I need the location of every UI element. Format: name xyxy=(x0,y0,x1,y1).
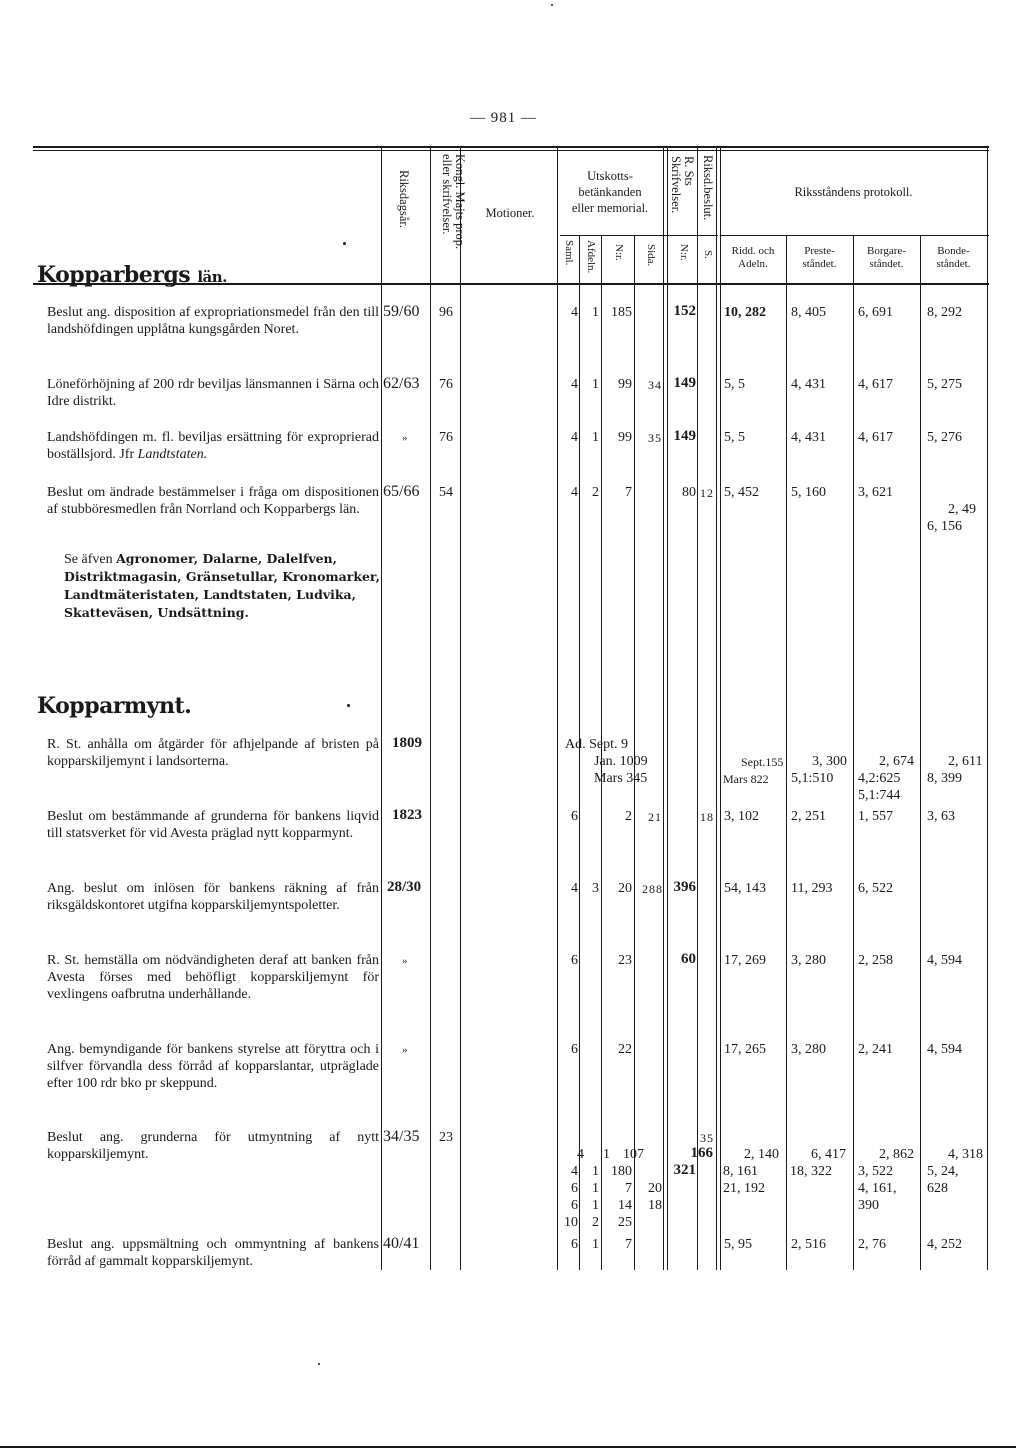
bonde-value: 4, 252 xyxy=(927,1237,962,1252)
kongl-value: 76 xyxy=(439,430,453,445)
utskott-lines: Ad. Sept. 9 xyxy=(565,737,628,752)
ridd-value: 17, 265 xyxy=(724,1042,766,1057)
row-description: Beslut om ändrade bestämmelser i fråga om dispositionen af stubböresmedlen från Norrland och Kopparbergs län. xyxy=(47,485,379,517)
rsts-nr-value: 149 xyxy=(673,375,696,391)
nr-value: 2 xyxy=(625,809,632,824)
header-riksd-beslut: Riksd.beslut. xyxy=(701,155,715,221)
header-motioner: Motioner. xyxy=(485,206,535,220)
bonde-value: 3, 63 xyxy=(927,809,955,824)
ridd-value: 54, 143 xyxy=(724,881,766,896)
prest-value: 6, 417 18, 322 xyxy=(790,1147,846,1179)
prest-value: 2, 251 xyxy=(791,809,826,824)
prest-value: 3, 280 xyxy=(791,953,826,968)
riksdagsar-value: » xyxy=(402,432,408,444)
col-rule-ridd xyxy=(786,235,787,1270)
header-sida: Sida. xyxy=(645,244,657,267)
afdeln-value: 1 xyxy=(592,430,599,445)
riksdagsar-value: 28/30 xyxy=(387,879,422,895)
sida-value: 34 xyxy=(648,378,662,392)
bonde-value: 8, 292 xyxy=(927,305,962,320)
riksdagsar-value: 34/35 xyxy=(383,1128,420,1145)
prest-value: 8, 405 xyxy=(791,305,826,320)
riksdagsar-value: » xyxy=(402,1044,408,1056)
header-borg: Borgare- ståndet. xyxy=(867,245,906,270)
row-description: R. St. hemställa om nödvändigheten deraf att banken från Avesta förses med behöfligt kopparskiljemynt för vexlingens oafbrutna underhållande. xyxy=(47,953,379,1002)
col-rule-riksd-double xyxy=(720,148,721,1270)
kongl-value: 54 xyxy=(439,485,453,500)
afdeln-value: 3 xyxy=(592,881,599,896)
prest-value: 2, 516 xyxy=(791,1237,826,1252)
see-also-note: Se äfven Agronomer, Dalarne, Dalelfven, Distriktmagasin, Gränsetullar, Kronomarker, Landtmäteristaten, Landtstaten, Ludvika, Skatteväsen, Undsättning. xyxy=(64,551,380,620)
riksd-s-value: 12 xyxy=(700,486,714,500)
riksdagsar-value: 62/63 xyxy=(383,375,420,392)
saml-value: 6 xyxy=(571,1042,578,1057)
top-rule-inner xyxy=(33,150,989,151)
protokoll-sub-rule xyxy=(720,235,989,236)
section-title-kopparbergs: Kopparbergs län. xyxy=(37,262,227,288)
ridd-value: Sept.155 Mars 822 xyxy=(723,755,784,786)
header-afdeln: Afdeln. xyxy=(585,240,597,274)
nr-value: 20 xyxy=(618,881,632,896)
col-rule-right xyxy=(987,148,988,1270)
afdeln-value: 1 xyxy=(592,305,599,320)
afdeln-value: 2 xyxy=(592,485,599,500)
row-description: R. St. anhålla om åtgärder för afhjelpande af bristen på kopparskiljemynt i landsorterna. xyxy=(47,737,379,769)
rsts-nr-value: 152 xyxy=(673,303,696,319)
borg-value: 4, 617 xyxy=(858,430,893,445)
nr-value: 99 xyxy=(618,430,632,445)
utskott-lines: Jan. 1009 xyxy=(594,754,648,769)
prest-value: 4, 431 xyxy=(791,377,826,392)
header-rsts: R. Sts Skrifvelser. xyxy=(669,156,696,214)
scan-speck xyxy=(343,242,346,245)
borg-value: 4, 617 xyxy=(858,377,893,392)
ridd-value: 3, 102 xyxy=(724,809,759,824)
scan-speck xyxy=(318,1363,320,1365)
borg-value: 2, 76 xyxy=(858,1237,886,1252)
bonde-value: 5, 276 xyxy=(927,430,962,445)
col-rule-sida xyxy=(663,148,664,1270)
nr-value: 7 xyxy=(625,1237,632,1252)
header-prest: Preste- ståndet. xyxy=(802,245,837,270)
riksdagsar-value: 40/41 xyxy=(383,1235,420,1252)
borg-value: 6, 691 xyxy=(858,305,893,320)
borg-value: 2, 241 xyxy=(858,1042,893,1057)
borg-value: 2, 674 4,2:625 5,1:744 xyxy=(858,754,914,803)
bonde-value: 5, 275 xyxy=(927,377,962,392)
col-rule-year xyxy=(430,148,431,1270)
row-description: Beslut om bestämmande af grunderna för bankens liqvid till statsverket för vid Avesta präglad nytt kopparmynt. xyxy=(47,809,379,841)
ridd-value: 5, 95 xyxy=(724,1237,752,1252)
ridd-value: 5, 452 xyxy=(724,485,759,500)
rsts-nr-value: 149 xyxy=(673,428,696,444)
prest-value: 11, 293 xyxy=(791,881,833,896)
bonde-value: 2, 611 8, 399 xyxy=(927,754,983,786)
borg-value: 6, 522 xyxy=(858,881,893,896)
section-title-kopparmynt: Kopparmynt. xyxy=(37,693,192,719)
nr-value: 107 180 7 14 25 xyxy=(611,1147,644,1230)
saml-value: 6 xyxy=(571,1237,578,1252)
scan-speck xyxy=(551,4,553,6)
riksdagsar-value: 59/60 xyxy=(383,303,420,320)
saml-value: 6 xyxy=(571,809,578,824)
scan-bottom-edge xyxy=(0,1446,1016,1448)
saml-value: 4 xyxy=(571,881,578,896)
afdeln-value: 1 1 1 1 2 xyxy=(592,1147,610,1230)
sida-value: 288 xyxy=(642,882,663,896)
kongl-value: 96 xyxy=(439,305,453,320)
saml-value: 4 xyxy=(571,305,578,320)
rsts-nr-value: 396 xyxy=(673,879,696,895)
riksdagsar-value: 1809 xyxy=(392,735,422,751)
afdeln-value: 1 xyxy=(592,377,599,392)
header-kongl: Kongl. Majts prop. eller skrifvelser. xyxy=(440,154,467,250)
kongl-value: 76 xyxy=(439,377,453,392)
col-rule-motioner xyxy=(557,148,558,1270)
saml-value: 4 4 6 6 10 xyxy=(564,1147,584,1230)
rsts-nr-value: 80 xyxy=(682,485,696,500)
nr-value: 185 xyxy=(611,305,632,320)
riksdagsar-value: 65/66 xyxy=(383,483,420,500)
col-rule-borg xyxy=(920,235,921,1270)
ridd-value: 5, 5 xyxy=(724,430,745,445)
prest-value: 3, 280 xyxy=(791,1042,826,1057)
page-number: — 981 — xyxy=(470,110,537,126)
col-rule-kongl xyxy=(460,148,461,1270)
row-description: Ang. beslut om inlösen för bankens räkning af från riksgäldskontoret utgifna kopparskiljemyntspoletter. xyxy=(47,881,379,913)
riksd-s-value: 18 xyxy=(700,810,714,824)
prest-value: 3, 300 5,1:510 xyxy=(791,754,847,786)
row-description: Löneförhöjning af 200 rdr beviljas länsmannen i Särna och Idre distrikt. xyxy=(47,377,379,409)
scan-speck xyxy=(347,704,350,707)
header-rsts-nr: N:r. xyxy=(678,244,690,261)
sida-value: 35 xyxy=(648,431,662,445)
ridd-value: 5, 5 xyxy=(724,377,745,392)
riksd-s-value: 35 xyxy=(700,1131,714,1145)
ridd-value: 10, 282 xyxy=(724,305,766,320)
row-description: Ang. bemyndigande för bankens styrelse att föryttra och i silfver förvandla dess förråd af kopparslantar, utpräglade efter 100 rdr bko pr skeppund. xyxy=(47,1042,379,1091)
prest-value: 4, 431 xyxy=(791,430,826,445)
header-riksd-s: S. xyxy=(702,250,714,259)
riksdagsar-value: 1823 xyxy=(392,807,422,823)
header-saml: Saml. xyxy=(563,240,575,266)
header-ridd: Ridd. och Adeln. xyxy=(731,245,775,270)
sida-value: 21 xyxy=(648,810,662,824)
nr-value: 22 xyxy=(618,1042,632,1057)
nr-value: 7 xyxy=(625,485,632,500)
bonde-value: 4, 594 xyxy=(927,953,962,968)
bonde-value: 2, 49 6, 156 xyxy=(927,502,976,534)
utskott-sub-rule xyxy=(560,235,718,236)
utskott-lines: Mars 345 xyxy=(594,771,648,786)
col-rule-rsts xyxy=(697,148,698,1270)
borg-value: 2, 862 3, 522 4, 161, 390 xyxy=(858,1147,914,1213)
row-description: Beslut ang. grunderna för utmyntning af nytt kopparskiljemynt. xyxy=(47,1130,379,1162)
row-description: Beslut ang. disposition af expropriationsmedel från den till landshöfdingen upplåtna kungsgården Noret. xyxy=(47,305,379,337)
header-bonde: Bonde- ståndet. xyxy=(936,245,971,270)
borg-value: 2, 258 xyxy=(858,953,893,968)
kongl-value: 23 xyxy=(439,1130,453,1145)
saml-value: 4 xyxy=(571,485,578,500)
top-rule xyxy=(33,146,989,148)
row-description: Beslut ang. uppsmältning och ommyntning af bankens förråd af gammalt kopparskiljemynt. xyxy=(47,1237,379,1269)
bonde-value: 4, 318 5, 24, 628 xyxy=(927,1147,983,1196)
borg-value: 1, 557 xyxy=(858,809,893,824)
saml-value: 4 xyxy=(571,430,578,445)
nr-value: 99 xyxy=(618,377,632,392)
saml-value: 4 xyxy=(571,377,578,392)
col-rule-riksd xyxy=(716,148,717,1270)
bonde-value: 4, 594 xyxy=(927,1042,962,1057)
ridd-value: 2, 140 8, 161 21, 192 xyxy=(723,1147,779,1196)
sida-value: 20 18 xyxy=(648,1181,662,1213)
afdeln-value: 1 xyxy=(592,1237,599,1252)
prest-value: 5, 160 xyxy=(791,485,826,500)
col-rule-desc xyxy=(381,148,382,1270)
nr-value: 23 xyxy=(618,953,632,968)
borg-value: 3, 621 xyxy=(858,485,893,500)
riksdagsar-value: » xyxy=(402,955,408,967)
header-protokoll: Riksståndens protokoll. xyxy=(794,185,913,199)
rsts-nr-value: 60 xyxy=(681,951,696,967)
ridd-value: 17, 269 xyxy=(724,953,766,968)
header-nr: N:r. xyxy=(613,244,625,261)
row-description: Landshöfdingen m. fl. beviljas ersättning för exproprierad boställsjord. Jfr Landtstaten. xyxy=(47,430,379,462)
header-riksdagsar: Riksdagsår. xyxy=(397,170,411,228)
rsts-nr-value: 166 321 xyxy=(673,1145,713,1178)
col-rule-prest xyxy=(853,235,854,1270)
header-utskott: Utskotts- betänkanden eller memorial. xyxy=(571,169,649,215)
saml-value: 6 xyxy=(571,953,578,968)
